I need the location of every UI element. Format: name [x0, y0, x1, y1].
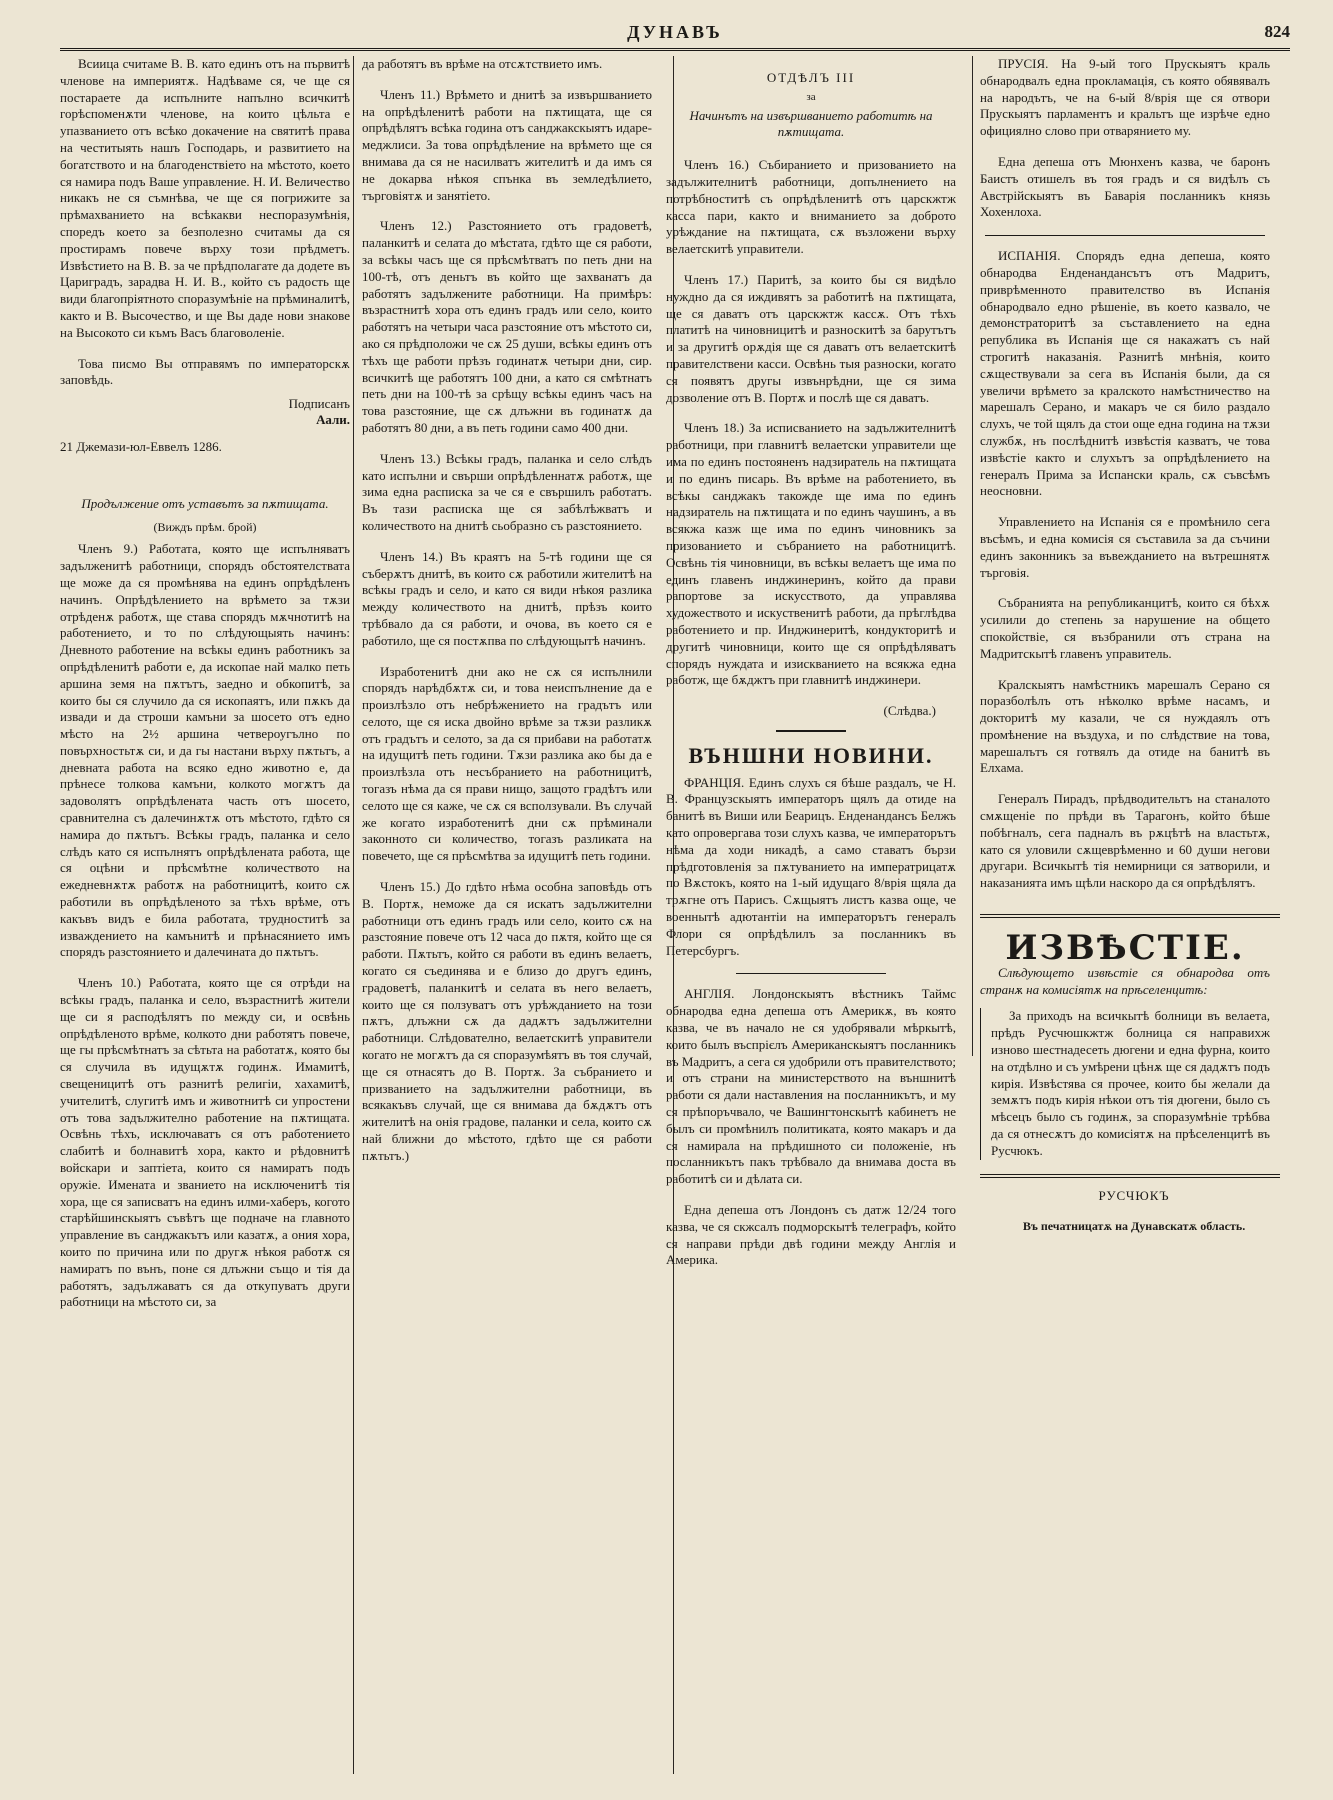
- article-13: Членъ 13.) Всѣкы градъ, паланка и село слѣдъ като испълни и свърши опрѣдѣленнатѫ работѫ, ще зима една расписка за че ся е свършилъ работатъ. Въ тази расписка ще ся забѣлѣжватъ и количеството на днитѣ сьобразно съ разстоянието.: [362, 450, 652, 533]
- see-previous-note: (Виждъ прѣм. брой): [153, 519, 257, 534]
- foreign-news-title: ВЪНШНИ НОВИНИ.: [688, 742, 934, 768]
- news-england: АНГЛІЯ. Лондонскыятъ вѣстникъ Таймс обнародва една депеша отъ Америкѫ, въ която казва, че въ начало не ся удобрявали мѣркытѣ, които былъ въспрієлъ Американскыятъ посланникъ въ Мадритъ, а сега ся удобрили отъ правителството; и отъ страни на министерството на външнитѣ работи ся дали наставления на посланникътъ, и му ся прѣпоръчвало, че Вашингтонскытѣ кабинетъ не былъ си промѣнилъ политиката, която макаръ и да ся намирала на прѣдишното си положеніе, нъ посланникътъ пакъ трѣбвало да внимава доста въ работитѣ си и дѣлата си.: [666, 986, 956, 1187]
- column-4: [980, 56, 1270, 1249]
- continued-note: (Слѣдва.): [883, 703, 936, 719]
- section-rule: [776, 730, 846, 732]
- signed-label: Подписанъ: [288, 396, 350, 412]
- news-spain-2: Управлението на Испанія ся е промѣнило сега въсѣмъ, и една комисія ся съставила за да съчини единъ законникъ за въвежданието на вътрешнятѫ търговія.: [980, 514, 1270, 580]
- imprint-line: Въ печатницатѫ на Дунавскатѫ область.: [1022, 1219, 1246, 1234]
- section-subtitle: Начинътъ на извършванието работитѣ на пѫтищата.: [689, 107, 933, 140]
- page-number: 824: [1264, 22, 1290, 41]
- article-14: Членъ 14.) Въ краятъ на 5-тѣ години ще ся съберѫтъ днитѣ, въ които сѫ работили жителитѣ на всѣкы градъ и село, и като ся види нѣкоя разлика между количеството на днитѣ, прѣзъ които трѣбвало да ся работи, и очова, въ което ся е работило, ще ся постѫпва по слѣдующытѣ начинъ.: [362, 548, 652, 648]
- article-16: Членъ 16.) Събиранието и призованието на задължителнитѣ работници, допълнението на потрѣбноститѣ съ опрѣдѣленитѣ отъ царскжтж касса пари, както и вниманието за доброто урѣждание на пѫтищата, сѫ възложени върху велаетскитѣ управители.: [666, 157, 956, 257]
- article-12: Членъ 12.) Разстоянието отъ градоветѣ, паланкитѣ и селата до мѣстата, гдѣто ще ся работи, за всѣкы часъ ще ся прѣсмѣтватъ по петь дни на 100-тѣ, отъ деньтъ въ който ще захванатъ да работятъ задължените работници. На примѣръ: възрастнитѣ хора отъ единъ градъ или село, които работятъ на четыри часа разстояние отъ мѣстото си, ако ся прѣдположи че сѫ 25 души, всѣкы единъ отъ тѣхъ ще работи прѣзъ годинатѫ четыри дни, сир. всичкитѣ ще работятъ 100 дни, а като ся смѣтнатъ петь дни на 100-тѣ за срѣщу всѣкы единъ часъ на това разстояние, ще сѫ длъжни въ годинатѫ да работятъ 80 дни, а въ петь години само 400 дни.: [362, 218, 652, 435]
- notice-title: ИЗВѢСТІЕ.: [1005, 928, 1245, 969]
- news-spain-4: Кралскыятъ намѣстникъ марешалъ Серано ся поразболѣлъ отъ нѣколко врѣме насамъ, и докторитѣ му казали, че ся нуждаялъ отъ промѣнение на въздуха, и по слѣдствие на това, марешалътъ ся готвялъ да отиде на банитѣ въ Елхама.: [980, 676, 1270, 776]
- letter-paragraph: Това писмо Вы отправямъ по императорскѫ заповѣдь.: [60, 355, 350, 388]
- newspaper-title: ДУНАВЪ: [627, 22, 723, 42]
- notice-rule: [980, 914, 1280, 918]
- column-1: [60, 56, 350, 1325]
- imprint-city: РУСЧЮКЪ: [1098, 1187, 1170, 1203]
- article-opening: да работятъ въ врѣме на отсѫтствието имъ.: [362, 56, 603, 71]
- article-9: Членъ 9.) Работата, която ще испълняватъ задълженитѣ работници, спорядъ обстоятелствата ще може да ся промѣнява на единъ опрѣдѣленъ начинъ. Опрѣдѣлението на врѣмето за тѫзи отрѣденѫ работѫ, ще става спорядъ мѫчнотитѣ на работението, и то по слѣдующыять начинъ: Дневното работение на всѣкы единъ работникъ за опрѣдѣленитѣ работи е, да ископае най малко петь аршина земя на пѫтътъ, заедно и обкопитѣ, за които бы ся случило да ся ископаятъ, или пѫкъ да извади и да строши камъни за шосето отъ едно мѣсто на 2½ аршина четвероугълно по повърхностьтѫ си, и да гы настани върху пѫтьтъ, а дневната работа на всяко едно животно е, да прѣнесе толкова камъни, колкото могѫтъ да задоволятъ опрѣдѣлената часть отъ шосето, сравнителна съ далечинѫтѫ отъ мѣстото, гдѣто ся намира до пѫтьтъ. Всѣкы градъ, паланка и село слѣдъ като ся испълнятъ опрѣдѣлената работа, ще ся оцѣни и прѣсмѣтне количеството на ежедневнѫтѫ работѫ на работницитѣ, които сѫ работили въ опрѣдѣленото за тѣхъ врѣме, отъ какъвъ видъ е била работата, трудноститѣ за изваждението на камънитѣ и прѣнасянието имъ спорядъ разстоянието и далечината до пѫтьтъ.: [60, 541, 350, 960]
- news-prussia-2: Една депеша отъ Мюнхенъ казва, че баронъ Баистъ отишелъ въ тоя градъ и ся видѣлъ съ Австрійскыятъ въ Баварія посланникъ князь Хохенлоха.: [980, 153, 1270, 220]
- article-10: Членъ 10.) Работата, която ще ся отрѣди на всѣкы градъ, паланка и село, възрастнитѣ жители ще си я расподѣлятъ по между си, и освѣнь опрѣдѣленото врѣме, колкото дни работятъ повече, ще гы прѣсмѣтнатъ за сѣтьта на работатѫ, която бы ся случила въ идущѫтѫ годинѫ. Имамитѣ, свещеницитѣ отъ разнитѣ религіи, хахамитѣ, учителитѣ, слугитѣ имъ и животнитѣ си упростени отъ това задължително работение на пѫтищата. Освѣнь тѣхъ, исключаватъ ся отъ работението слабитѣ и болнавитѣ хора, както и рѣдовнитѣ войскари и заптіета, които ся намиратъ подъ оружіе. Имената и званието на исключенитѣ тія хора, ще ся записватъ на единъ илми-хаберъ, когото старѣйшинскыятъ съвѣтъ ще подначе на главното управление въ санджакътъ или казатѫ, а ония хора, които по причина или по другѫ нѣкоя работѫ ся намиратъ по вънъ, поне ся длъжни също и тія да работятъ, задължаватъ ся да откупуватъ други работници на мѣстото си, за: [60, 975, 350, 1310]
- article-15: Членъ 15.) До гдѣто нѣма особна заповѣдь отъ В. Портѫ, неможе да ся искатъ задължителни работници отъ единъ градъ или село, които сѫ на разстояние повече отъ 12 часа до пѫтя, който ще ся работи. Пѫтьтъ, който ся работи въ единъ велаетъ, когато ся съединява и е близо до другъ единъ, градоветѣ, паланкитѣ и селата въ него велаетъ, които ще ся ползуватъ отъ урѣжданието на този пѫтъ, длъжни сѫ да дадѫтъ задължителни работници. Слѣдователно, велаетскитѣ управители когато не могѫтъ да ся споразумѣятъ въ тоя случай, ще ся отнасятъ до В. Портѫ. За събранието и призванието на задължителни работници, въ всякакъвъ случай, ще ся внимава да бѫдѫтъ отъ жителитѣ на онія градове, паланки и села, които сѫ най ближни до мѣстото, гдѣто ще ся работи пѫтьтъ.): [362, 879, 652, 1163]
- news-spain-3: Събранията на републиканцитѣ, които ся бѣхѫ усилили до степень за нарушение на общето спокойствіе, ся възбранили отъ страна на Мадритскытѣ главенъ управитель.: [980, 595, 1270, 661]
- news-france: ФРАНЦІЯ. Единъ слухъ ся бѣше раздалъ, че Н. В. Французскыятъ императоръ щялъ да отиде на банитѣ въ Виши или Беарицъ. Енденандансъ Белжъ като опровергава този слухъ казва, че императорътъ нѣма да ходи никадѣ, а само ставатъ бързи прѣдготовленія за пѫтуванието на императрицатѫ по Вѫстокъ, която на 1-ый идущаго 8/врія щяла да трѫгне отъ Парисъ. Сѫщыятъ листъ казва още, че военнытѣ адютантіи на императорътъ генералъ Флори ся опрѣдѣлилъ за посланникъ въ Петерсбургъ.: [666, 774, 956, 958]
- news-rule: [985, 235, 1265, 236]
- section-title: ОТДѢЛЪ III: [766, 70, 856, 85]
- masthead: [60, 22, 1290, 48]
- notice-box: [980, 1008, 1270, 1159]
- column-divider: [353, 56, 354, 1774]
- section-za: за: [806, 90, 816, 103]
- column-divider: [972, 56, 973, 1056]
- column-3: [666, 56, 956, 1283]
- article-18: Членъ 18.) За исписванието на задължителнитѣ работници, при главнитѣ велаетски управители ще има по единъ постояненъ надзиратель на пѫтищата и по единъ писарь. Въ врѣме на работението, въ всѣкы санджакъ такожде ще има по единъ надзиратель на пѫтищата и по единъ чаушинъ, а въ всякжа казж ще има по единъ чиновникъ за призованието и събранието на работницитѣ. Освѣнь тія чиновници, въ всѣкы велаетъ ще има по единъ главенъ инджинеринъ, който да прави рапортове за искусството, да управлява художеството и искуственитѣ работи, да прѣглѣдва работението и пр. Инджинеритѣ, кондукторитѣ и другитѣ чиновници, които ще ся опрѣдѣляватъ спорядъ нуждата и изискванието на всякжа една работж, ще бѫджтъ при главнитѣ инджинери.: [666, 420, 956, 688]
- notice-intro: Слѣдующето извѣстіе ся обнародва отъ странѫ на комисіятѫ на прѣселенцитѣ:: [980, 964, 1270, 997]
- article-17: Членъ 17.) Паритѣ, за които бы ся видѣло нуждно да ся иждивятъ за работитѣ на пѫтищата, ще ся даватъ отъ царскжтж кассѫ. Отъ тѣхъ платитѣ на чиновницитѣ и разноскитѣ за барутътъ и за другитѣ орѫдія ще ся даватъ отъ велаетскитѣ правителствени касси. Освѣнь тыя разноски, когато ся появятъ другы извънрѣдни, ще ся зима дозволение отъ В. Портѫ и послѣ ще ся даватъ.: [666, 271, 956, 405]
- continuation-title: Продължение отъ уставътъ за пѫтищата.: [81, 495, 329, 511]
- news-england-2: Една депеша отъ Лондонъ съ датж 12/24 того казва, че ся скжсалъ подморскытѣ телеграфъ, който ся направи прѣди двѣ години между Англія и Америка.: [666, 1202, 956, 1268]
- article-14-continued: Изработенитѣ дни ако не сѫ ся испълнили спорядъ нарѣдбѫтѫ си, и това неиспълнение да е произлѣзло отъ небрѣжението на градътъ или селото, ще ся иска двойно врѣме за тѫзи разликѫ отъ градътъ и селото, за да ся прибави на работатѫ на идущитѣ петь години. Тѫзи разлика ако бы да е произлѣзла отъ несъбранието на работницитѣ, тогазъ нѣма да ся прави нищо, защото градѣтъ или селото ще ся каже, че сѫ ся всползували. Въ случай же когато изработенитѣ дни сѫ прѣминали законното си количество, тогазъ разликата на повечето, ще ся прѣсмѣтва за идущитѣ петь години.: [362, 663, 652, 864]
- news-spain-5: Генералъ Пирадъ, прѣдводительтъ на станалото смѫщеніе по прѣди въ Тарагонъ, който бѣше побѣгналъ, сега падналъ въ рѫцѣтѣ на властьтѫ, като ся уловили сѫщеврѣменно и 60 души негови другари. Всичкытѣ тія немирници ся затворили, и наказанията имъ щѣли наскоро да ся опрѣдѣлятъ.: [980, 791, 1270, 891]
- masthead-rule: [60, 48, 1290, 51]
- news-prussia: ПРУСІЯ. На 9-ый того Прускыятъ краль обнародвалъ една прокламація, съ която обявявалъ на народътъ, че на 6-ый 8/врія ще ся отвори Прускыятъ парламентъ и кральтъ ще изрѣче едно официялно слово при отварянието му.: [980, 56, 1270, 139]
- letter-date: 21 Джемази-юл-Еввелъ 1286.: [60, 438, 222, 454]
- column-2: [362, 56, 652, 1179]
- letter-paragraph: Всиица считаме В. В. като единъ отъ на първитѣ членове на империятѫ. Надѣваме ся, че ще ся постараете да испълните напълно всичкитѣ горѣспоменѫти членове, на които цѣльта е упазванието отъ всѣко докачение на святитѣ права на честитыять нашъ Господарь, и развитието на богатството и на благоденствіето на мѣстото, което ся намира подъ Ваше управление. Н. И. Величество никакъ не ся съмнѣва, че ще ся погрижите за прѣмахванието на всѣкакви неспоразумѣнія, споредъ което за безполезно считамы да ся простирамъ повече върху този прѣдметъ. Извѣстието на В. В. за че прѣдполагате да додете въ Цариградъ, зарадва Н. И. В., който съ радость ще види благопріятното споразумѣніе на прѣминалитѣ, както и В. Высочество, и ще Вы даде нови знакове на Высокото си къмъ Васъ благоволеніе.: [60, 56, 350, 340]
- imprint-rule: [980, 1174, 1280, 1178]
- signer-name: Аали.: [316, 412, 350, 428]
- notice-body: За приходъ на всичкытѣ болници въ велаета, прѣдъ Русчюшкжтж болница ся направихж изново шестнадесеть дюгени и една фурна, които на отдѣлно и съ умѣрени цѣнѫ ще ся дадѫтъ подъ кирія. Извѣстява ся прочее, които бы желали да земѫтъ подъ кирія нѣкои отъ тія дюгени, было съ мѣсецъ было съ годинѫ, за споразумѣніе трѣбва да ся отнесѫтъ до комисіятѫ на прѣселенцитѣ въ Русчюкъ.: [991, 1008, 1270, 1158]
- news-spain: ИСПАНІЯ. Спорядъ една депеша, която обнародва Енденандансътъ отъ Мадритъ, приврѣменното правителство въ Испанія обнародвало едно рѣшеніе, въ което казвало, че демонстраторитѣ за съставлението на една република въ Испанія ще ся накажатъ съ най строгитѣ наказанія. Разнитѣ мнѣнія, които сѫществували за сега въ Испанія были, да ся увеличи врѣмето за кралското намѣстничество на марешалъ Серано, и макаръ че ся било раздало слухъ, че той щялъ да стои още една година на тѫзи службѫ, нъ послѣднитѣ извѣстія казватъ, че това извѣстіе както и слухътъ за опрѣдѣлението на генералъ Прима за Испански краль, сѫ съвсѣмъ неосновни.: [980, 248, 1270, 499]
- news-rule: [736, 973, 886, 974]
- article-11: Членъ 11.) Врѣмето и днитѣ за извършванието на опрѣдѣленитѣ работи на пѫтищата, ще ся опрѣдѣлятъ всѣка година отъ санджакскыятъ идаре-меджлиси. За това опрѣдѣление на врѣмето ще ся внимава да ся не насилватъ жителитѣ и да имъ ся не докарва нѣкоя спънка въ земледѣлието, търговіятѫ и занятіето.: [362, 86, 652, 203]
